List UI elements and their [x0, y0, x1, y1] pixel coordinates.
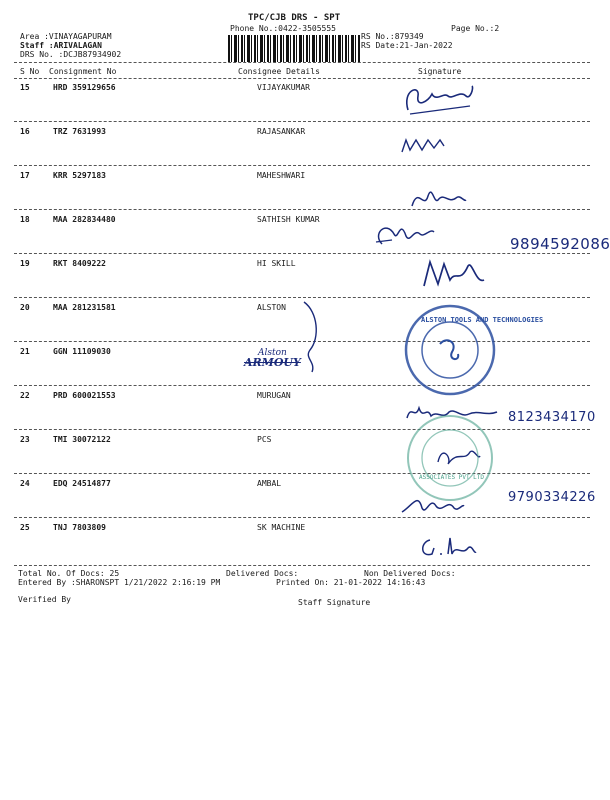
- row-consignee: SATHISH KUMAR: [257, 215, 320, 224]
- signature-row-25: [418, 532, 478, 562]
- row-consignment: HRD 359129656: [53, 83, 116, 92]
- col-consignment: Consignment No: [49, 67, 117, 76]
- row-consignment: TMI 30072122: [53, 435, 111, 444]
- row-consignee: MURUGAN: [257, 391, 291, 400]
- divider: [14, 78, 590, 79]
- row-divider: [14, 121, 590, 122]
- handwritten-phone: 9894592086: [510, 235, 610, 253]
- staff-signature: Staff Signature: [298, 598, 371, 607]
- document-title: TPC/CJB DRS - SPT: [248, 13, 341, 23]
- col-consignee: Consignee Details: [238, 67, 320, 76]
- company-stamp-green: [402, 414, 498, 502]
- row-sno: 24: [20, 479, 30, 488]
- row-sno: 22: [20, 391, 30, 400]
- rs-date: RS Date:21-Jan-2022: [361, 41, 453, 50]
- row-consignment: TNJ 7803809: [53, 523, 106, 532]
- stamp-text: ASSOCIATES PVT LTD: [419, 474, 485, 481]
- row-sno: 21: [20, 347, 30, 356]
- row-consignment: RKT 8409222: [53, 259, 106, 268]
- row-consignee: VIJAYAKUMAR: [257, 83, 310, 92]
- row-sno: 17: [20, 171, 30, 180]
- row-sno: 15: [20, 83, 30, 92]
- row-sno: 23: [20, 435, 30, 444]
- barcode: [228, 35, 360, 62]
- alston-note: Alston: [258, 348, 287, 358]
- signature-row-15: [400, 80, 480, 120]
- row-consignment: MAA 282834480: [53, 215, 116, 224]
- area-label: Area :VINAYAGAPURAM: [20, 32, 112, 41]
- row-consignee: ARMOUY: [244, 356, 301, 369]
- row-consignee: PCS: [257, 435, 272, 444]
- signature-row-17: [408, 182, 468, 214]
- delivered-docs: Delivered Docs:: [226, 569, 299, 578]
- non-delivered-docs: Non Delivered Docs:: [364, 569, 456, 578]
- entered-by: Entered By :SHARONSPT 1/21/2022 2:16:19 PM: [18, 578, 221, 587]
- row-consignment: MAA 281231581: [53, 303, 116, 312]
- phone-number: Phone No.:0422-3505555: [230, 24, 336, 33]
- row-divider: [14, 253, 590, 254]
- row-consignment: TRZ 7631993: [53, 127, 106, 136]
- row-sno: 18: [20, 215, 30, 224]
- row-sno: 19: [20, 259, 30, 268]
- row-divider: [14, 209, 590, 210]
- handwritten-phone: 8123434170: [508, 410, 596, 425]
- row-consignee: SK MACHINE: [257, 523, 306, 532]
- signature-row-18: [372, 214, 442, 254]
- handwritten-phone: 9790334226: [508, 490, 596, 505]
- row-consignment: GGN 11109030: [53, 347, 111, 356]
- row-consignee: HI SKILL: [257, 259, 296, 268]
- col-sno: S No: [20, 67, 40, 76]
- row-divider: [14, 429, 590, 430]
- row-divider: [14, 385, 590, 386]
- col-signature: Signature: [418, 67, 462, 76]
- row-consignment: EDQ 24514877: [53, 479, 111, 488]
- rs-number: RS No.:879349: [361, 32, 424, 41]
- signature-row-16: [400, 132, 450, 160]
- row-sno: 25: [20, 523, 30, 532]
- row-divider: [14, 565, 590, 566]
- row-consignment: PRD 600021553: [53, 391, 116, 400]
- row-divider: [14, 165, 590, 166]
- row-sno: 16: [20, 127, 30, 136]
- stamp-text: ALSTON TOOLS AND TECHNOLOGIES: [421, 316, 544, 324]
- signature-row-19: [418, 256, 492, 292]
- printed-on: Printed On: 21-01-2022 14:16:43: [276, 578, 426, 587]
- row-consignee: ALSTON: [257, 303, 286, 312]
- drs-number: DRS No. :DCJB87934902: [20, 50, 122, 59]
- divider: [14, 62, 590, 63]
- total-docs: Total No. Of Docs: 25: [18, 569, 120, 578]
- row-divider: [14, 473, 590, 474]
- signature-row-20-21: [300, 298, 324, 378]
- staff-label: Staff :ARIVALAGAN: [20, 41, 102, 50]
- page-number: Page No.:2: [451, 24, 500, 33]
- row-consignment: KRR 5297183: [53, 171, 106, 180]
- row-consignee: AMBAL: [257, 479, 282, 488]
- row-divider: [14, 517, 590, 518]
- row-sno: 20: [20, 303, 30, 312]
- verified-by: Verified By: [18, 595, 71, 604]
- row-consignee: RAJASANKAR: [257, 127, 306, 136]
- row-consignee: MAHESHWARI: [257, 171, 306, 180]
